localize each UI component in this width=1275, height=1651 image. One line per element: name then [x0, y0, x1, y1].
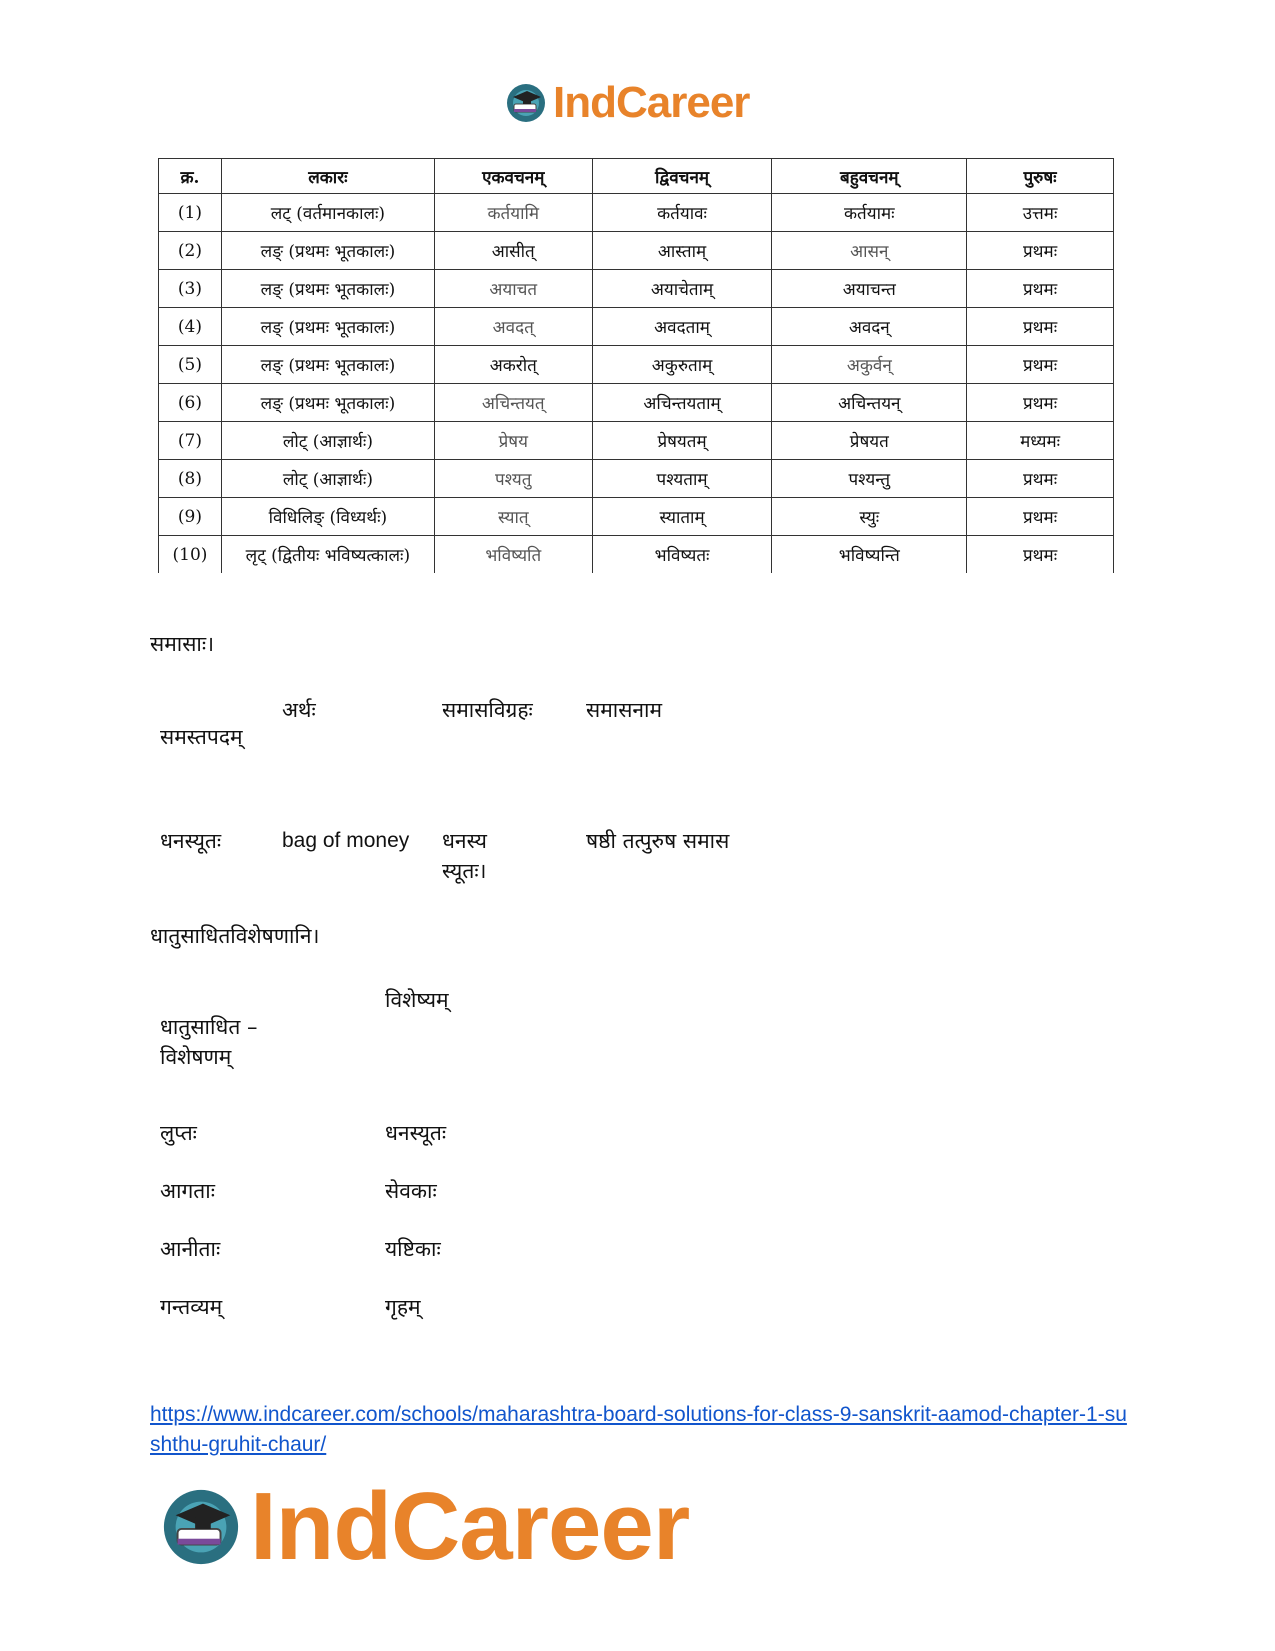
table-cell: आस्ताम् — [592, 232, 772, 270]
table-cell: प्रथमः — [967, 270, 1114, 308]
table-cell: भविष्यतः — [592, 536, 772, 574]
table-row — [159, 536, 1114, 574]
table-cell: आसन् — [772, 232, 967, 270]
table-cell: उत्तमः — [967, 194, 1114, 232]
table-cell: अयाचेताम् — [592, 270, 772, 308]
table-cell: लोट् (आज्ञार्थः) — [221, 460, 434, 498]
samasa-cell-padam: धनस्यूतः — [160, 829, 222, 853]
dhatusadhita-header-visheshyam: विशेष्यम् — [385, 988, 449, 1012]
table-cell: लृट् (द्वितीयः भविष्यत्कालः) — [221, 536, 434, 574]
table-cell: (9) — [159, 498, 222, 536]
table-cell: लोट् (आज्ञार्थः) — [221, 422, 434, 460]
table-cell: भविष्यति — [434, 536, 592, 574]
table-cell: अवदन् — [772, 308, 967, 346]
table-cell: अकरोत् — [434, 346, 592, 384]
table-cell: (3) — [159, 270, 222, 308]
brand-wordmark: IndCareer — [250, 1473, 690, 1580]
dhatusadhita-heading: धातुसाधितविशेषणानि। — [150, 924, 320, 948]
dhatusadhita-cell: धनस्यूतः — [385, 1121, 447, 1145]
table-cell: लङ् (प्रथमः भूतकालः) — [221, 384, 434, 422]
table-cell: स्यात् — [434, 498, 592, 536]
lakara-table — [158, 158, 1114, 573]
samasa-cell-vigrahah: धनस्य स्यूतः। — [442, 829, 487, 883]
column-header: द्विवचनम् — [592, 159, 772, 194]
column-header: लकारः — [221, 159, 434, 194]
table-cell: कर्तयामः — [772, 194, 967, 232]
table-cell: प्रथमः — [967, 232, 1114, 270]
table-cell: प्रथमः — [967, 460, 1114, 498]
table-cell: (6) — [159, 384, 222, 422]
indcareer-logo-top — [505, 78, 749, 128]
table-cell: प्रेषयत — [772, 422, 967, 460]
graduation-cap-book-icon — [505, 82, 547, 124]
table-cell: लट् (वर्तमानकालः) — [221, 194, 434, 232]
samasa-heading: समासाः। — [150, 632, 215, 656]
table-row — [159, 422, 1114, 460]
source-link[interactable]: https://www.indcareer.com/schools/maharashtra-board-solutions-for-class-9-sanskrit-aamod-chapter-1-sushthu-gruhit-chaur/ — [150, 1403, 1127, 1456]
graduation-cap-book-icon — [160, 1486, 242, 1568]
table-cell: अचिन्तयत् — [434, 384, 592, 422]
table-header-row — [159, 159, 1114, 194]
dhatusadhita-cell: आगताः — [160, 1179, 215, 1203]
table-cell: अचिन्तयताम् — [592, 384, 772, 422]
table-row — [159, 232, 1114, 270]
table-cell: लङ् (प्रथमः भूतकालः) — [221, 270, 434, 308]
samasa-header-arthah: अर्थः — [282, 698, 316, 722]
dhatusadhita-cell: लुप्तः — [160, 1121, 197, 1145]
table-cell: पश्यन्तु — [772, 460, 967, 498]
table-row — [159, 460, 1114, 498]
table-cell: मध्यमः — [967, 422, 1114, 460]
samasa-cell-nama: षष्ठी तत्पुरुष समास — [586, 829, 730, 853]
column-header: क्र. — [159, 159, 222, 194]
table-cell: अचिन्तयन् — [772, 384, 967, 422]
table-cell: प्रथमः — [967, 384, 1114, 422]
table-cell: प्रथमः — [967, 498, 1114, 536]
table-cell: (2) — [159, 232, 222, 270]
table-cell: लङ् (प्रथमः भूतकालः) — [221, 346, 434, 384]
indcareer-logo-bottom — [160, 1472, 689, 1582]
table-row — [159, 270, 1114, 308]
table-cell: आसीत् — [434, 232, 592, 270]
table-row — [159, 308, 1114, 346]
table-cell: (4) — [159, 308, 222, 346]
table-cell: प्रथमः — [967, 346, 1114, 384]
table-cell: प्रेषयतम् — [592, 422, 772, 460]
table-cell: (7) — [159, 422, 222, 460]
table-cell: अयाचन्त — [772, 270, 967, 308]
table-cell: स्याताम् — [592, 498, 772, 536]
table-cell: अवदताम् — [592, 308, 772, 346]
table-cell: लङ् (प्रथमः भूतकालः) — [221, 308, 434, 346]
table-cell: प्रेषय — [434, 422, 592, 460]
table-cell: प्रथमः — [967, 308, 1114, 346]
dhatusadhita-cell: यष्टिकाः — [385, 1237, 441, 1261]
brand-wordmark: IndCareer — [553, 78, 750, 127]
table-cell: पश्यतु — [434, 460, 592, 498]
table-cell: स्युः — [772, 498, 967, 536]
table-cell: (8) — [159, 460, 222, 498]
dhatusadhita-cell: आनीताः — [160, 1237, 221, 1261]
table-cell: पश्यताम् — [592, 460, 772, 498]
table-cell: प्रथमः — [967, 536, 1114, 574]
column-header: पुरुषः — [967, 159, 1114, 194]
table-row — [159, 194, 1114, 232]
samasa-header-samastapadam: समस्तपदम् — [160, 725, 243, 749]
table-cell: कर्तयावः — [592, 194, 772, 232]
table-cell: भविष्यन्ति — [772, 536, 967, 574]
table-row — [159, 384, 1114, 422]
table-cell: (5) — [159, 346, 222, 384]
dhatusadhita-cell: गृहम् — [385, 1295, 421, 1319]
dhatusadhita-cell: गन्तव्यम् — [160, 1295, 223, 1319]
table-cell: अवदत् — [434, 308, 592, 346]
table-cell: अकुरुताम् — [592, 346, 772, 384]
table-row — [159, 346, 1114, 384]
samasa-header-samasanama: समासनाम — [586, 698, 663, 722]
samasa-header-vigrahah: समासविग्रहः — [442, 698, 533, 722]
table-row — [159, 498, 1114, 536]
table-cell: कर्तयामि — [434, 194, 592, 232]
table-cell: विधिलिङ् (विध्यर्थः) — [221, 498, 434, 536]
table-cell: (1) — [159, 194, 222, 232]
table-cell: (10) — [159, 536, 222, 574]
dhatusadhita-header-visheshanam: धातुसाधित – विशेषणम् — [160, 1015, 258, 1069]
column-header: एकवचनम् — [434, 159, 592, 194]
samasa-cell-arthah: bag of money — [282, 829, 410, 852]
table-cell: अकुर्वन् — [772, 346, 967, 384]
table-cell: लङ् (प्रथमः भूतकालः) — [221, 232, 434, 270]
dhatusadhita-cell: सेवकाः — [385, 1179, 437, 1203]
column-header: बहुवचनम् — [772, 159, 967, 194]
table-cell: अयाचत — [434, 270, 592, 308]
